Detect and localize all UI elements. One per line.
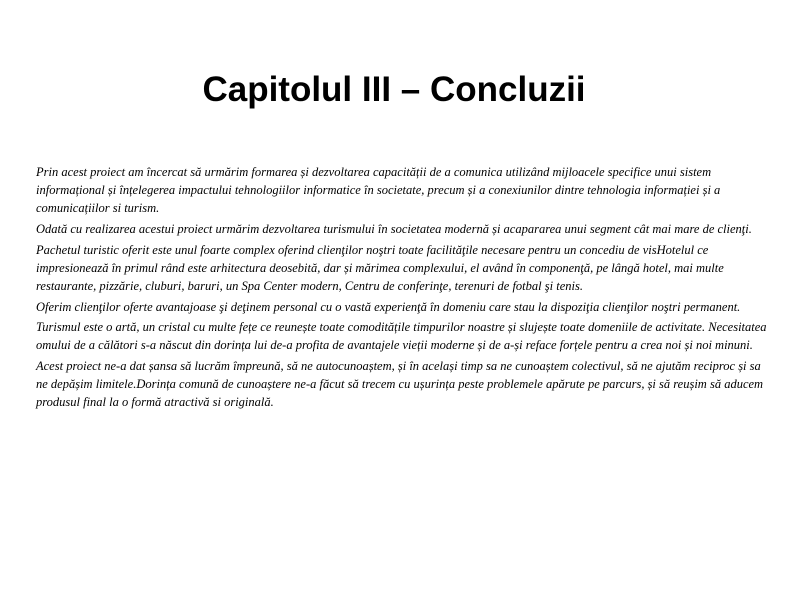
paragraph-tourist-package: Pachetul turistic oferit este unul foarte complex oferind clienţilor noştri toate facilităţile necesare pentru un concediu de visHotelul ce impresionează în primul rând este arhitectura deosebită, dar și mărimea complexului, el având în componenţă, pe lângă hotel, mai multe restaurante, pizzărie, cluburi, baruri, un Spa Center modern, Centru de conferinţe, terenuri de fotbal şi tenis. — [36, 242, 724, 293]
paragraph-teamwork: Acest proiect ne-a dat șansa să lucrăm împreună, să ne autocunoaștem, și în același timp sa ne cunoaștem colectivul, să ne ajutăm reciproc și sa ne depășim limitele.Dorința comună de cunoaștere ne-a făcut să trecem cu ușurința peste problemele apărute pe parcurs, și să reușim să aducem produsul final la o formă atractivă si originală. — [36, 358, 764, 410]
paragraph-project-goal: Prin acest proiect am încercat să urmărim formarea și dezvoltarea capacității de a comunica utilizând mijloacele specifice unui sistem informațional și înțelegerea impactului tehnologiilor informatice în societate, precum și a conexiunilor dintre tehnologia informației și a comunicațiilor si turism. — [36, 165, 721, 216]
paragraph-offers: Oferim clienţilor oferte avantajoase şi deţinem personal cu o vastă experienţă în domeniu care stau la dispoziţia clienţilor noştri permanent. — [36, 299, 741, 314]
slide-title: Capitolul III – Concluzii — [202, 70, 586, 109]
conclusions-body — [36, 163, 772, 414]
paragraph-tourism-development: Odată cu realizarea acestui proiect urmărim dezvoltarea turismului în societatea modernă și acapararea unui segment cât mai mare de clienţi. — [36, 222, 752, 236]
paragraph-tourism-art: Turismul este o artă, un cristal cu multe fețe ce reunește toate comoditățile timpurilor noastre și slujește toate domeniile de activitate. Necesitatea omului de a călători s-a născut din dorința lui de-a profita de avantajele vieții moderne și de a-și reface forțele pentru a crea noi și noi minuni. — [36, 320, 767, 353]
